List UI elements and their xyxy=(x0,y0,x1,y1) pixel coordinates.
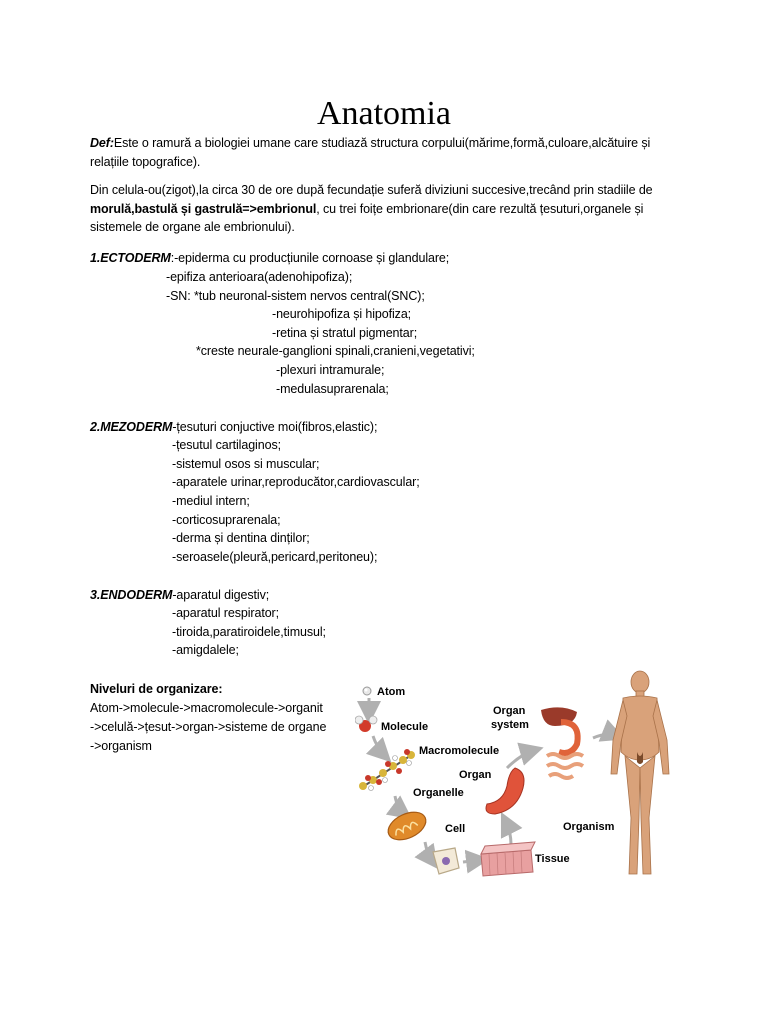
endoderm-line-0 xyxy=(90,586,269,605)
endoderm-line-3: -amigdalele; xyxy=(172,643,239,657)
ectoderm-line-1: -epifiza anterioara(adenohipofiza); xyxy=(166,270,353,284)
mezoderm-line-2: -sistemul osos si muscular; xyxy=(172,457,320,471)
ectoderm-line-0 xyxy=(90,249,449,268)
intro-paragraph xyxy=(90,181,680,237)
label-organ: Organ xyxy=(459,769,492,781)
mezoderm-line-7: -seroasele(pleură,pericard,peritoneu); xyxy=(172,550,378,564)
label-tissue: Tissue xyxy=(535,853,570,865)
definition-text: Este o ramură a biologiei umane care studiază structura corpului(mărime,formă,culoare,alcătuire și relațiile topografice). xyxy=(90,136,651,169)
levels-line-2: ->organism xyxy=(90,739,152,753)
mezoderm-line-4: -mediul intern; xyxy=(172,494,250,508)
arrow-tissue-organ xyxy=(505,820,511,844)
label-molecule: Molecule xyxy=(381,721,429,733)
digestive-system-icon xyxy=(541,707,583,778)
levels-heading: Niveluri de organizare: xyxy=(90,682,223,696)
definition-label: Def: xyxy=(90,136,114,150)
arrow-macromolecule-organelle xyxy=(395,796,405,814)
intro-text-2: , cu trei foițe embrionare(din care rezultă țesuturi,organele și sistemele de organe ale embrionului). xyxy=(90,201,644,234)
tissue-icon xyxy=(481,842,535,876)
page-title: Anatomia xyxy=(316,95,452,132)
mezoderm-text-0: -țesuturi conjuctive moi(fibros,elastic); xyxy=(172,420,378,434)
organization-levels-diagram xyxy=(355,668,685,888)
intro-text-1: Din celula-ou(zigot),la circa 30 de ore după fecundație suferă diviziuni succesive,trecând prin stadiile de xyxy=(90,183,653,197)
label-organelle: Organelle xyxy=(413,787,464,799)
ectoderm-line-5: *creste neurale-ganglioni spinali,cranieni,vegetativi; xyxy=(196,344,475,358)
ectoderm-line-2: -SN: *tub neuronal-sistem nervos central(SNC); xyxy=(166,289,425,303)
arrow-organelle-cell xyxy=(425,842,433,862)
mezoderm-line-6: -derma și dentina dinților; xyxy=(172,531,310,545)
mezoderm-label: 2.MEZODERM xyxy=(90,420,173,434)
ectoderm-line-7: -medulasuprarenala; xyxy=(276,382,389,396)
ectoderm-label: 1.ECTODERM xyxy=(90,251,171,265)
levels-line-0: Atom->molecule->macromolecule->organit xyxy=(90,701,323,715)
arrow-molecule-macromolecule xyxy=(373,736,385,756)
label-atom: Atom xyxy=(377,686,406,698)
mezoderm-line-1: -țesutul cartilaginos; xyxy=(172,438,281,452)
ectoderm-line-4: -retina și stratul pigmentar; xyxy=(272,326,418,340)
label-organism: Organism xyxy=(563,821,615,833)
arrow-organ-system xyxy=(507,750,535,768)
stomach-icon xyxy=(486,768,524,814)
mezoderm-line-5: -corticosuprarenala; xyxy=(172,513,281,527)
definition-paragraph xyxy=(90,134,680,171)
intro-bold: morulă,bastulă și gastrulă=>embrionul xyxy=(90,201,317,216)
atom-icon xyxy=(363,687,371,695)
endoderm-text-0: -aparatul digestiv; xyxy=(172,588,270,602)
arrow-cell-tissue xyxy=(463,860,481,862)
label-cell: Cell xyxy=(445,823,466,835)
molecule-icon xyxy=(355,716,377,732)
label-organ-system-1: Organ xyxy=(493,705,526,717)
label-macromolecule: Macromolecule xyxy=(419,745,500,757)
cell-icon xyxy=(433,848,459,874)
macromolecule-icon xyxy=(359,749,415,791)
mezoderm-line-0 xyxy=(90,418,377,437)
mitochondrion-icon xyxy=(384,807,430,846)
endoderm-label: 3.ENDODERM xyxy=(90,588,173,602)
label-organ-system-2: system xyxy=(491,719,529,731)
ectoderm-text-0: :-epiderma cu producțiunile cornoase și glandulare; xyxy=(170,251,450,265)
endoderm-line-1: -aparatul respirator; xyxy=(172,606,279,620)
ectoderm-line-6: -plexuri intramurale; xyxy=(276,363,385,377)
ectoderm-line-3: -neurohipofiza și hipofiza; xyxy=(272,307,412,321)
endoderm-line-2: -tiroida,paratiroidele,timusul; xyxy=(172,625,326,639)
levels-line-1: ->celulă->țesut->organ->sisteme de organe xyxy=(90,720,327,734)
mezoderm-line-3: -aparatele urinar,reproducător,cardiovascular; xyxy=(172,475,420,489)
human-figure-icon xyxy=(611,671,669,874)
